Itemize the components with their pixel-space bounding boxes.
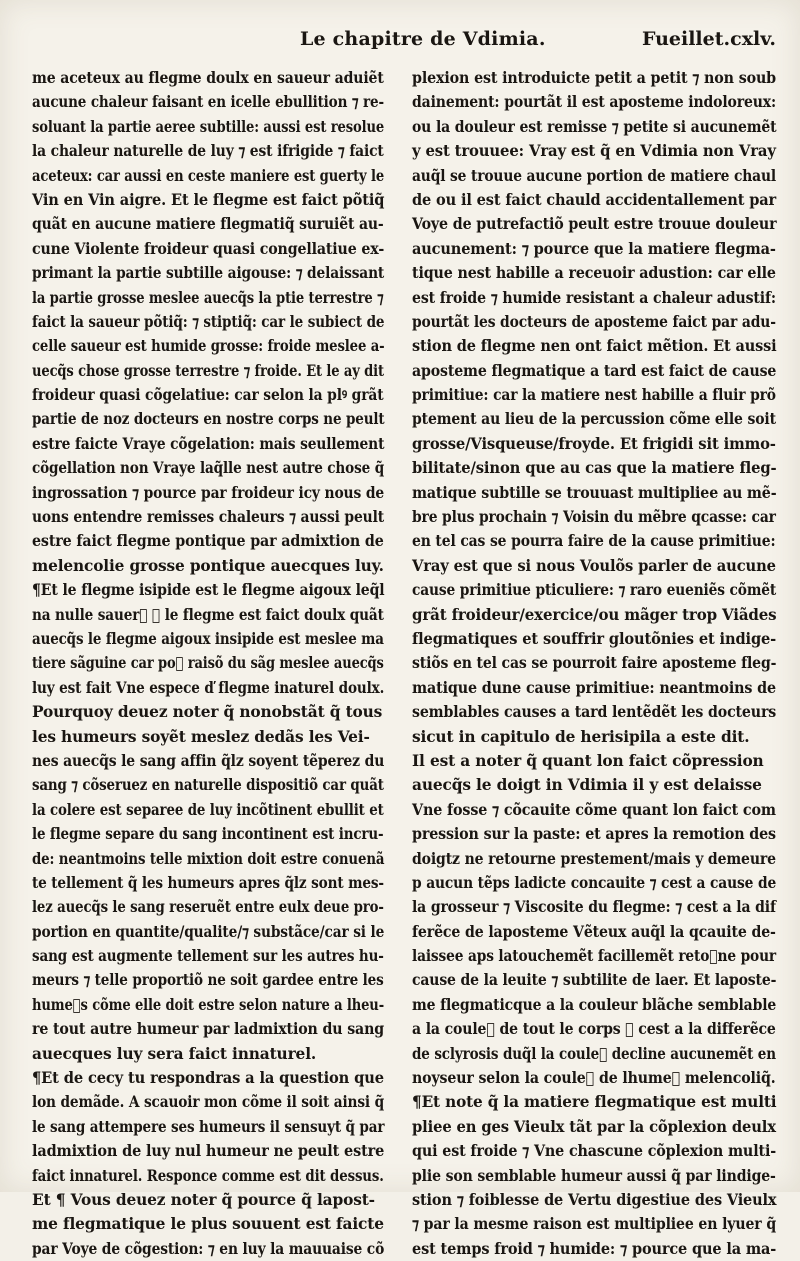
text-line: tique nest habille a receuoir adustion: car elle <box>412 264 776 283</box>
text-line: grosse/Visqueuse/froyde. Et frigidi sit immo- <box>412 434 776 453</box>
text-line: doigtz ne retourne prestement/mais y demeure <box>412 849 776 868</box>
text-line: froideur quasi cõgelatiue: car selon la plꝰ grãt <box>32 386 384 405</box>
text-line: lon demãde. A scauoir mon cõme il soit ainsi q̃ <box>32 1093 385 1112</box>
text-line: flegmatiques et souffrir gloutõnies et indige- <box>412 629 777 648</box>
text-line: laissee aps latouchemẽt facillemẽt retoᷓne pour <box>412 947 777 966</box>
text-line: aceteux: car aussi en ceste maniere est guerty le <box>32 166 385 185</box>
text-line: luy est fait Vne espece ď flegme inaturel doulx. <box>32 678 385 697</box>
text-line: cause de la leuite ⁊ subtilite de laer. Et laposte- <box>412 971 777 990</box>
text-line: ou la douleur est remisse ⁊ petite si aucunemẽt <box>412 117 777 136</box>
text-line: aucune chaleur faisant en icelle ebullition ⁊ re- <box>32 93 384 112</box>
text-line: ¶Et note q̃ la matiere flegmatique est multi <box>412 1093 777 1112</box>
text-line: quãt en aucune matiere flegmatiq̃ suruiẽt au- <box>32 215 384 234</box>
text-line: semblables causes a tard lentẽdẽt les docteurs <box>412 703 777 722</box>
text-line: faict innaturel. Responce comme est dit dessus. <box>32 1166 384 1185</box>
text-line: auq̃l se trouue aucune portion de matiere chaul <box>412 166 776 185</box>
text-line: estre faict flegme pontique par admixtion de <box>32 532 384 551</box>
text-line: le sang attempere ses humeurs il sensuyt q̃ par <box>32 1117 385 1136</box>
text-line: stion ⁊ foiblesse de Vertu digestiue des Vieulx <box>412 1190 777 1209</box>
text-line: Vne fosse ⁊ cõcauite cõme quant lon faict com <box>412 800 776 819</box>
text-line: de ou il est faict chauld accidentallement par <box>412 190 777 209</box>
text-line: la grosseur ⁊ Viscosite du flegme: ⁊ cest a la dif <box>412 898 776 917</box>
text-line: cause primitiue pticuliere: ⁊ raro eueniẽs cõmẽt <box>412 581 777 600</box>
text-line: meurs ⁊ telle proportiõ ne soit gardee entre les <box>32 971 384 990</box>
text-line: matique subtille se trouuast multipliee au mẽ- <box>412 483 777 502</box>
text-line: nes auecq̃s le sang affin q̃lz soyent tẽperez du <box>32 751 385 770</box>
text-line: de sclyrosis duq̃l la couleᷓ decline aucunemẽt en <box>412 1044 776 1063</box>
text-line: partie de noz docteurs en nostre corps ne peult <box>32 410 385 429</box>
text-line: sicut in capitulo de herisipila a este dit. <box>412 727 750 746</box>
text-line: plie son semblable humeur aussi q̃ par lindige- <box>412 1166 776 1185</box>
text-line: la partie grosse meslee auecq̃s la ptie terrestre ⁊ <box>32 288 384 307</box>
text-line: les humeurs soyẽt meslez dedãs les Vei- <box>32 727 370 746</box>
text-line: humeᷓs cõme elle doit estre selon nature a lheu- <box>32 995 385 1014</box>
text-line: auecq̃s le flegme aigoux insipide est meslee ma <box>32 629 384 648</box>
text-line: dainement: pourtãt il est aposteme indoloreux: <box>412 93 777 112</box>
text-line: tiere sãguine car poᷓ raisõ du sãg meslee auecq̃s <box>32 654 384 673</box>
text-line: Et ¶ Vous deuez noter q̃ pource q̃ lapost- <box>32 1190 375 1209</box>
text-line: aposteme flegmatique a tard est faict de cause <box>412 361 777 380</box>
text-line: aucunement: ⁊ pource que la matiere flegma- <box>412 239 776 258</box>
text-line: ⁊ par la mesme raison est multipliee en lyuer q̃ <box>412 1215 777 1234</box>
text-line: primant la partie subtille aigouse: ⁊ delaissant <box>32 264 385 283</box>
text-line: lez auecq̃s le sang reseruẽt entre eulx deue pro- <box>32 898 384 917</box>
text-line: auecques luy sera faict innaturel. <box>32 1044 317 1063</box>
text-line: matique dune cause primitiue: neantmoins de <box>412 678 776 697</box>
text-line: bre plus prochain ⁊ Voisin du mẽbre qcasse: car <box>412 508 776 527</box>
text-line: la colere est separee de luy incõtinent ebullit et <box>32 800 384 819</box>
text-line: me aceteux au flegme doulx en saueur aduiẽt <box>32 69 384 87</box>
text-line: soluant la partie aeree subtille: aussi est resolue <box>32 117 385 136</box>
text-line: p aucun tẽps ladicte concauite ⁊ cest a cause de <box>412 873 777 892</box>
text-line: Voye de putrefactiõ peult estre trouue douleur <box>412 215 777 234</box>
text-line: Il est a noter q̃ quant lon faict cõpression <box>412 751 764 770</box>
text-line: ingrossation ⁊ pource par froideur icy nous de <box>32 483 385 502</box>
text-line: sang ⁊ cõseruez en naturelle dispositiõ car quãt <box>32 776 384 795</box>
text-line: portion en quantite/qualite/⁊ substãce/car si le <box>32 922 385 941</box>
folio-number: Fueillet.cxlv. <box>641 28 776 50</box>
text-line: de: neantmoins telle mixtion doit estre conuenã <box>32 849 385 868</box>
text-line: grãt froideur/exercice/ou mãger trop Viãdes <box>412 605 777 624</box>
text-line: celle saueur est humide grosse: froide meslee a- <box>32 337 385 356</box>
text-line: Vray est que si nous Voulõs parler de aucune <box>412 556 776 575</box>
text-line: qui est froide ⁊ Vne chascune cõplexion multi- <box>412 1142 777 1161</box>
right-text-column <box>412 66 776 1261</box>
text-line: pliee en ges Vieulx tãt par la cõplexion deulx <box>412 1117 776 1136</box>
text-line: me flegmaticque a la couleur blãche semblable <box>412 995 777 1014</box>
text-line: cune Violente froideur quasi congellatiue ex- <box>32 239 385 258</box>
text-line: pression sur la paste: et apres la remotion des <box>412 825 776 844</box>
text-line: bilitate/sinon que au cas que la matiere fleg- <box>412 459 777 478</box>
text-line: ladmixtion de luy nul humeur ne peult estre <box>32 1142 385 1161</box>
text-line: auecq̃s le doigt in Vdimia il y est delaisse <box>412 776 762 795</box>
text-line: me flegmatique le plus souuent est faicte <box>32 1215 384 1234</box>
text-line: ferẽce de laposteme Vẽteux auq̃l la qcauite de- <box>412 922 776 941</box>
text-line: primitiue: car la matiere nest habille a fluir prõ <box>412 386 776 405</box>
text-line: re tout autre humeur par ladmixtion du sang <box>32 1020 385 1039</box>
text-line: en tel cas se pourra faire de la cause primitiue: <box>412 532 776 551</box>
text-line: sang est augmente tellement sur les autres hu- <box>32 947 384 966</box>
text-line: ¶Et de cecy tu respondras a la question que <box>32 1069 384 1088</box>
text-line: le flegme separe du sang incontinent est incru- <box>32 825 384 844</box>
text-line: Vin en Vin aigre. Et le flegme est faict põtiq̃ <box>32 190 385 209</box>
text-line: ¶Et le flegme isipide est le flegme aigoux leq̃l <box>32 581 385 600</box>
text-line: na nulle sauerᷓ ⁊ le flegme est faict doulx quãt <box>32 605 384 624</box>
text-line: uons entendre remisses chaleurs ⁊ aussi peult <box>32 508 384 527</box>
text-line: par Voye de cõgestion: ⁊ en luy la mauuaise cõ <box>32 1239 385 1258</box>
text-line: est froide ⁊ humide resistant a chaleur adustif: <box>412 288 776 307</box>
text-line: a la couleᷓ de tout le corps ⁊ cest a la differẽce <box>412 1020 776 1039</box>
text-line: est temps froid ⁊ humide: ⁊ pource que la ma- <box>412 1239 777 1258</box>
text-line: y est trouuee: Vray est q̃ en Vdimia non Vray <box>412 142 776 161</box>
running-title: Le chapitre de Vdimia. <box>300 28 546 50</box>
text-line: uecq̃s chose grosse terrestre ⁊ froide. Et le ay dit <box>32 361 384 380</box>
text-line: melencolie grosse pontique auecques luy. <box>32 556 384 575</box>
text-line: te tellement q̃ les humeurs apres q̃lz sont mes- <box>32 873 384 892</box>
text-line: la chaleur naturelle de luy ⁊ est ifrigide ⁊ faict <box>32 142 384 161</box>
text-line: noyseur selon la couleᷓ de lhumeᷓ melencoliq̃. <box>412 1069 776 1088</box>
text-line: cõgellation non Vraye laq̃lle nest autre chose q̃ <box>32 459 385 478</box>
text-line: faict la saueur põtiq̃: ⁊ stiptiq̃: car le subiect de <box>32 312 385 331</box>
text-line: plexion est introduicte petit a petit ⁊ non soub <box>412 69 777 87</box>
text-line: ptement au lieu de la percussion cõme elle soit <box>412 410 776 429</box>
text-line: stiõs en tel cas se pourroit faire aposteme fleg- <box>412 654 777 673</box>
text-line: pourtãt les docteurs de aposteme faict par adu- <box>412 312 776 331</box>
text-line: stion de flegme nen ont faict mẽtion. Et aussi <box>412 337 777 356</box>
text-line: Pourquoy deuez noter q̃ nonobstãt q̃ tous <box>32 703 383 722</box>
left-text-column <box>32 66 384 1261</box>
text-line: estre faicte Vraye cõgelation: mais seullement <box>32 434 385 453</box>
